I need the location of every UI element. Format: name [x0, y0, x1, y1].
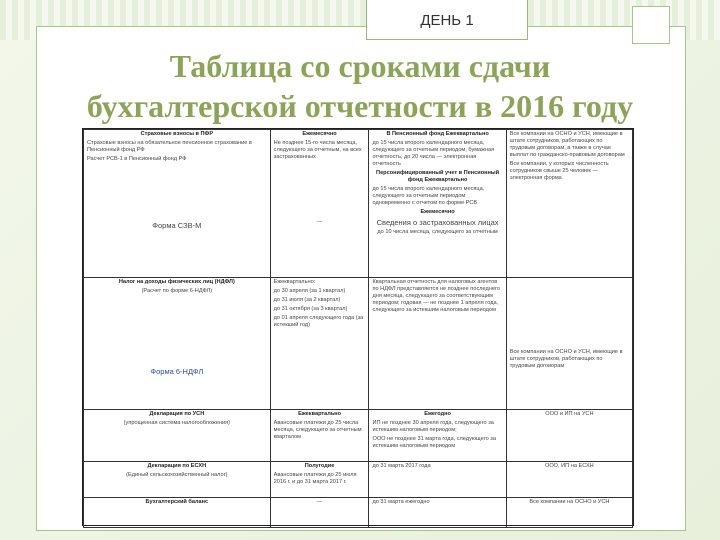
title-line-2: бухгалтерской отчетности в 2016 году — [86, 88, 634, 124]
frame-corner-decoration — [632, 6, 670, 44]
title-line-1: Таблица со сроками сдачи — [169, 48, 551, 84]
cell-heading: Ежеквартально — [298, 411, 342, 417]
cell-heading: Страховые взносы в ПФР — [140, 131, 214, 137]
cell-heading: Ежемесячно — [302, 131, 337, 137]
cell-form-name: Форма СЗВ-М — [152, 221, 202, 230]
cell-text: ООО не позднее 31 марта года, следующего за истекшим налоговым периодом — [372, 436, 496, 449]
table-row — [84, 462, 633, 498]
cell-heading: Декларация по УСН — [149, 411, 205, 417]
cell-text: Все компании, у которых численность сотрудников свыше 25 человек — электронная форма — [509, 161, 609, 181]
cell-text: (Расчет по форме 6-НДФЛ) — [141, 288, 213, 294]
cell-heading: Ежегодно — [424, 411, 451, 417]
table-cell — [84, 410, 271, 462]
table-cell — [270, 130, 369, 278]
table-cell — [270, 410, 369, 462]
table-cell — [369, 462, 506, 498]
cell-text: Ежеквартально: — [273, 279, 316, 285]
cell-heading: Ежемесячно — [420, 209, 455, 215]
cell-text: Авансовые платежи до 25 июля 2016 г. и до 31 марта 2017 г. — [273, 472, 357, 485]
table-row — [84, 278, 633, 410]
cell-text: до 10 числа месяца, следующего за отчетным — [377, 229, 498, 235]
cell-heading: В Пенсионный фонд Ежеквартально — [386, 131, 489, 137]
cell-text: ООО, ИП на ЕСХН — [544, 463, 594, 469]
table-cell — [84, 130, 271, 278]
table-cell — [369, 498, 506, 528]
cell-text: Не позднее 15-го числа месяца, следующего за отчетным, на всех застрахованных — [273, 140, 362, 160]
cell-text: Авансовые платежи до 25 числа месяца, следующего за отчетным кварталом — [273, 420, 362, 440]
cell-text: до 31 марта 2017 года — [372, 463, 431, 469]
table-cell — [84, 498, 271, 528]
cell-text: до 31 марта ежегодно — [372, 499, 430, 505]
cell-text: (Единый сельскохозяйственный налог) — [126, 472, 228, 478]
cell-heading: Декларация по ЕСХН — [147, 463, 207, 469]
table-cell — [369, 130, 506, 278]
table-cell — [506, 130, 632, 278]
cell-text: до 01 апреля следующего года (за истекший год) — [273, 315, 364, 328]
cell-text: ООО и ИП на УСН — [545, 411, 594, 417]
table-cell — [506, 462, 632, 498]
cell-text: — — [316, 219, 323, 225]
cell-heading: Полугодие — [304, 463, 335, 469]
cell-text: Сведения о застрахованных лицах — [376, 218, 499, 227]
cell-text: (упрощенная система налогообложения) — [123, 420, 230, 426]
table-row — [84, 130, 633, 278]
reporting-deadlines-table — [82, 128, 634, 526]
cell-form-name: Форма 6-НДФЛ — [150, 367, 204, 376]
table-cell — [270, 462, 369, 498]
table-cell — [506, 278, 632, 410]
cell-text: Расчет РСВ-1 в Пенсионный фонд РФ — [87, 156, 187, 162]
table-cell — [84, 462, 271, 498]
cell-text: Квартальная отчетность для налоговых агентов по НДФЛ представляется не позднее последнего дня месяца, следующего за соответствующим периодом; годовая — не позднее 1 апреля года, следующего за истекшим налоговым периодом — [372, 279, 500, 313]
cell-text: Все компании на ОСНО и УСН, имеющие в штате сотрудников, работающих по трудовым договорам — [509, 349, 623, 369]
table-cell — [506, 410, 632, 462]
cell-text: до 15 числа второго календарного месяца, следующего за отчетным периодом, бумажная отчетность; до 20 числа — электронная отчетность — [372, 140, 495, 167]
table-row — [84, 410, 633, 462]
day-label: ДЕНЬ 1 — [366, 0, 528, 40]
cell-text: — — [316, 499, 323, 505]
table-cell — [84, 278, 271, 410]
slide-title — [40, 46, 680, 126]
table-cell — [506, 498, 632, 528]
cell-text: Все компании на ОСНО и УСН — [529, 499, 610, 505]
table-row — [84, 498, 633, 528]
table-cell — [270, 498, 369, 528]
cell-heading: Налог на доходы физических лиц (НДФЛ) — [118, 279, 235, 285]
table-cell — [270, 278, 369, 410]
cell-heading: Персонифицированный учет в Пенсионный фонд Ежеквартально — [376, 170, 500, 183]
table-cell — [369, 410, 506, 462]
cell-heading: Бухгалтерский баланс — [145, 499, 209, 505]
cell-text: до 31 июля (за 2 квартал) — [273, 297, 341, 303]
cell-text: Страховые взносы на обязательное пенсионное страхование в Пенсионный фонд РФ — [87, 140, 252, 153]
cell-text: ИП не позднее 30 апреля года, следующего за истекшим налоговым периодом; — [372, 420, 494, 433]
table-cell — [369, 278, 506, 410]
cell-text: до 15 числа второго календарного месяца, следующего за отчетным периодом одновременно с отчетом по форме РСВ — [372, 186, 485, 206]
cell-text: Все компании на ОСНО и УСН, имеющие в штате сотрудников, работающих по трудовым договорам, а также в случае выплат по гражданско-правовым договорам — [509, 131, 625, 158]
cell-text: до 31 октября (за 3 квартал) — [273, 306, 348, 312]
cell-text: до 30 апреля (за 1 квартал) — [273, 288, 346, 294]
